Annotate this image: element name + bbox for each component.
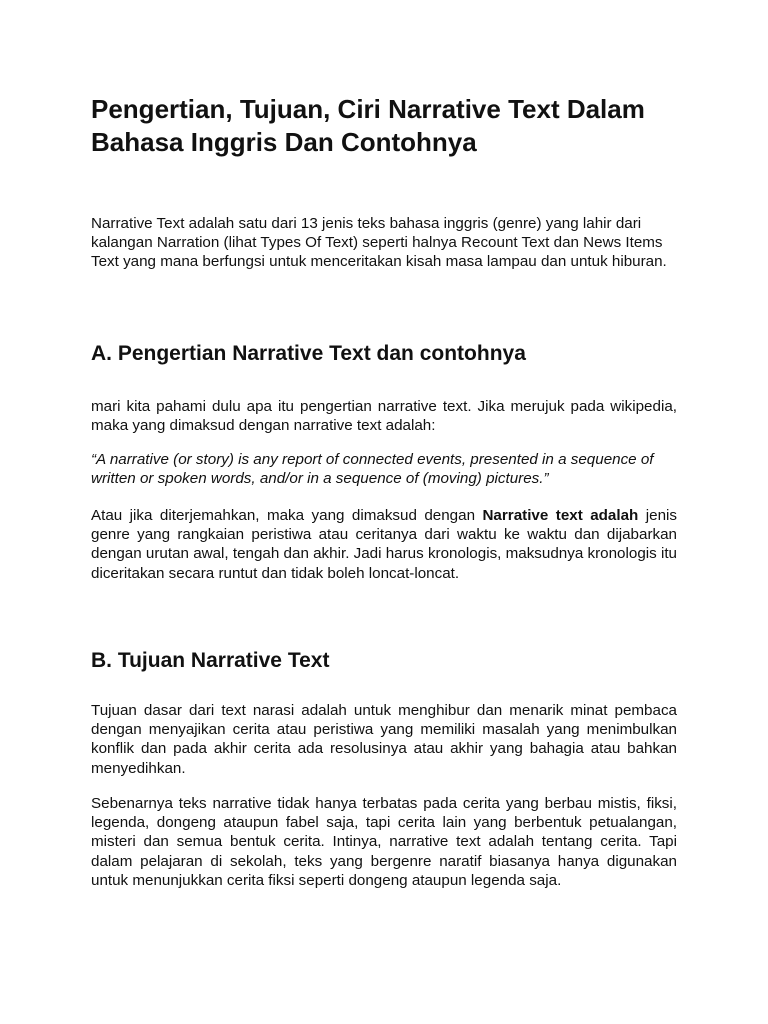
section-a-heading: A. Pengertian Narrative Text dan contohnya: [91, 342, 526, 365]
intro-paragraph: Narrative Text adalah satu dari 13 jenis teks bahasa inggris (genre) yang lahir dari kalangan Narration (lihat Types Of Text) seperti halnya Recount Text dan News Items Text yang mana berfungsi untuk menceritakan kisah masa lampau dan untuk hiburan.: [91, 215, 667, 271]
para2-bold-term: Narrative text adalah: [482, 507, 639, 524]
para2-start-text: Atau jika diterjemahkan, maka yang dimaksud dengan: [91, 507, 483, 524]
section-a-paragraph-2: [91, 506, 677, 583]
para2-end-text: jenis genre yang rangkaian peristiwa atau ceritanya dari waktu ke waktu dan dijabarkan dengan urutan awal, tengah dan akhir. Jadi harus kronologis, maksudnya kronologis itu diceritakan secara runtut dan tidak boleh loncat-loncat.: [91, 507, 678, 582]
section-b-paragraph-1: Tujuan dasar dari text narasi adalah untuk menghibur dan menarik minat pembaca dengan menyajikan cerita atau peristiwa yang memiliki masalah yang menimbulkan konflik dan pada akhir cerita ada resolusinya atau akhir yang bahagia atau bahkan menyedihkan.: [91, 702, 677, 777]
document-title: Pengertian, Tujuan, Ciri Narrative Text Dalam Bahasa Inggris Dan Contohnya: [91, 94, 645, 157]
section-a-paragraph-1: mari kita pahami dulu apa itu pengertian narrative text. Jika merujuk pada wikipedia, maka yang dimaksud dengan narrative text adalah:: [91, 398, 677, 435]
section-b-paragraph-2: Sebenarnya teks narrative tidak hanya terbatas pada cerita yang berbau mistis, fiksi, legenda, dongeng ataupun fabel saja, tapi cerita lain yang berbentuk petualangan, misteri dan semua bentuk cerita. Intinya, narrative text adalah tentang cerita. Tapi dalam pelajaran di sekolah, teks yang bergenre naratif biasanya hanya digunakan untuk menunjukkan cerita fiksi seperti dongeng ataupun legenda saja.: [91, 795, 677, 889]
section-b-heading: B. Tujuan Narrative Text: [91, 649, 330, 672]
section-a-quote: “A narrative (or story) is any report of connected events, presented in a sequence of written or spoken words, and/or in a sequence of (moving) pictures.”: [91, 451, 654, 488]
